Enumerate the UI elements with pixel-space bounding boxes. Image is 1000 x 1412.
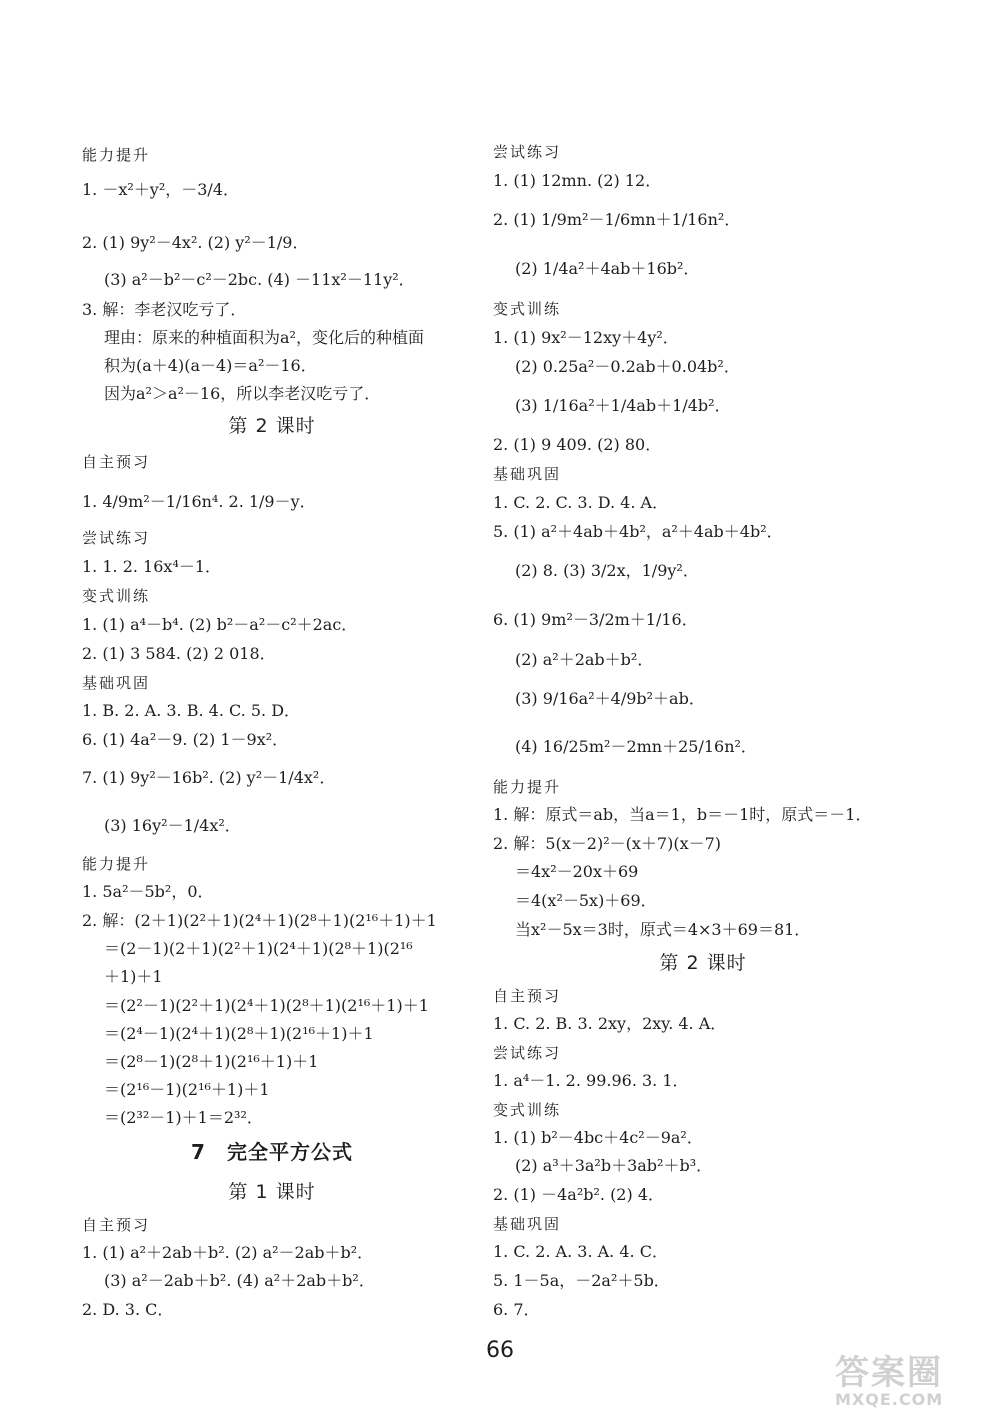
answer-line: (4) 16/25m²－2mn＋25/16n²．: [515, 737, 757, 756]
lesson-heading: 第 2 课时: [659, 952, 747, 974]
answer-line: 6. (1) 9m²－3/2m＋1/16．: [493, 610, 698, 629]
section-heading: 尝试练习: [493, 1044, 562, 1062]
answer-line: 1. 1. 2. 16x⁴－1．: [82, 557, 222, 576]
answer-line: 1. a⁴－1. 2. 99.96. 3. 1．: [493, 1071, 689, 1090]
answer-line: (2) a³＋3a²b＋3ab²＋b³．: [515, 1156, 713, 1175]
answer-line: 1. (1) 12mn. (2) 12．: [493, 171, 662, 190]
answer-line: 2. D. 3. C．: [82, 1300, 174, 1319]
answer-line: 当x²－5x＝3时，原式＝4×3＋69＝81．: [515, 920, 811, 939]
answer-line: 1. (1) 9x²－12xy＋4y²．: [493, 328, 679, 347]
answer-line: 6. 7．: [493, 1300, 540, 1319]
answer-line: (2) 1/4a²＋4ab＋16b²．: [515, 259, 700, 278]
answer-line: 1. C. 2. A. 3. A. 4. C．: [493, 1242, 668, 1261]
lesson-heading: 第 2 课时: [228, 415, 316, 437]
answer-line: 2. (1) 9 409. (2) 80．: [493, 435, 662, 454]
answer-line: 2. (1) 1/9m²－1/6mn＋1/16n²．: [493, 210, 741, 229]
section-heading: 变式训练: [493, 1101, 562, 1119]
answer-line: ＝(2－1)(2＋1)(2²＋1)(2⁴＋1)(2⁸＋1)(2¹⁶: [104, 939, 413, 958]
answer-line: 1. 4/9m²－1/16n⁴. 2. 1/9－y．: [82, 492, 316, 511]
answer-line: 2. 解：(2＋1)(2²＋1)(2⁴＋1)(2⁸＋1)(2¹⁶＋1)＋1: [82, 911, 437, 930]
answer-line: ＋1)＋1: [104, 967, 163, 986]
answer-line: 理由：原来的种植面积为a²，变化后的种植面: [104, 328, 424, 347]
answer-line: ＝(2⁴－1)(2⁴＋1)(2⁸＋1)(2¹⁶＋1)＋1: [104, 1024, 374, 1043]
answer-line: 2. (1) 9y²－4x². (2) y²－1/9．: [82, 233, 309, 252]
section-heading: 尝试练习: [493, 143, 562, 161]
section-heading: 能力提升: [82, 855, 151, 873]
answer-line: 2. 解：5(x－2)²－(x＋7)(x－7): [493, 834, 722, 853]
answer-line: (3) 16y²－1/4x²．: [104, 816, 241, 835]
answer-line: (2) 0.25a²－0.2ab＋0.04b²．: [515, 357, 740, 376]
section-heading: 自主预习: [493, 987, 562, 1005]
answer-line: ＝(2²－1)(2²＋1)(2⁴＋1)(2⁸＋1)(2¹⁶＋1)＋1: [104, 996, 429, 1015]
answer-line: 6. (1) 4a²－9. (2) 1－9x²．: [82, 730, 289, 749]
section-heading: 变式训练: [493, 300, 562, 318]
answer-line: (2) 8. (3) 3/2x，1/9y²．: [515, 561, 699, 580]
answer-line: 1. C. 2. C. 3. D. 4. A．: [493, 493, 669, 512]
section-heading: 自主预习: [82, 1216, 151, 1234]
answer-line: 1. 5a²－5b²，0．: [82, 882, 214, 901]
lesson-heading: 第 1 课时: [228, 1181, 316, 1203]
section-heading: 能力提升: [82, 146, 151, 164]
answer-line: 7. (1) 9y²－16b². (2) y²－1/4x²．: [82, 768, 336, 787]
answer-line: (3) a²－2ab＋b². (4) a²＋2ab＋b²．: [104, 1271, 375, 1290]
answer-line: ＝4x²－20x＋69: [515, 862, 639, 881]
watermark-url: MXQE.COM: [835, 1390, 944, 1409]
answer-line: ＝(2⁸－1)(2⁸＋1)(2¹⁶＋1)＋1: [104, 1052, 319, 1071]
answer-line: 5. 1－5a，－2a²＋5b．: [493, 1271, 670, 1290]
answer-line: 1. C. 2. B. 3. 2xy，2xy. 4. A．: [493, 1014, 727, 1033]
answer-line: 5. (1) a²＋4ab＋4b²，a²＋4ab＋4b²．: [493, 522, 783, 541]
answer-line: 1. 解：原式＝ab，当a＝1，b＝－1时，原式＝－1．: [493, 805, 872, 824]
section-heading: 自主预习: [82, 453, 151, 471]
answer-line: (3) 1/16a²＋1/4ab＋1/4b²．: [515, 396, 731, 415]
answer-line: 2. (1) 3 584. (2) 2 018．: [82, 644, 276, 663]
answer-line: 因为a²＞a²－16，所以李老汉吃亏了．: [104, 384, 381, 403]
watermark-logo: [835, 1355, 995, 1410]
watermark-title: 答案圈: [835, 1353, 943, 1393]
chapter-heading: 7 完全平方公式: [191, 1140, 353, 1164]
section-heading: 能力提升: [493, 778, 562, 796]
answer-line: (3) a²－b²－c²－2bc. (4) －11x²－11y²．: [104, 270, 415, 289]
section-heading: 尝试练习: [82, 529, 151, 547]
answer-line: 积为(a＋4)(a－4)＝a²－16．: [104, 356, 317, 375]
answer-line: 2. (1) －4a²b². (2) 4．: [493, 1185, 664, 1204]
answer-line: (2) a²＋2ab＋b²．: [515, 650, 654, 669]
answer-line: 1. －x²＋y²，－3/4．: [82, 180, 239, 199]
page-number: 66: [486, 1338, 514, 1363]
answer-line: (3) 9/16a²＋4/9b²＋ab．: [515, 689, 705, 708]
section-heading: 基础巩固: [82, 674, 151, 692]
answer-line: ＝(2³²－1)＋1＝2³²．: [104, 1108, 263, 1127]
answer-line: 1. (1) a²＋2ab＋b². (2) a²－2ab＋b²．: [82, 1243, 374, 1262]
answer-line: 1. (1) a⁴－b⁴. (2) b²－a²－c²＋2ac．: [82, 615, 358, 634]
answer-line: 3. 解：李老汉吃亏了．: [82, 300, 247, 319]
section-heading: 变式训练: [82, 587, 151, 605]
answer-line: ＝4(x²－5x)＋69．: [515, 891, 657, 910]
section-heading: 基础巩固: [493, 1215, 562, 1233]
answer-line: ＝(2¹⁶－1)(2¹⁶＋1)＋1: [104, 1080, 270, 1099]
section-heading: 基础巩固: [493, 465, 562, 483]
answer-line: 1. B. 2. A. 3. B. 4. C. 5. D．: [82, 701, 301, 720]
answer-line: 1. (1) b²－4bc＋4c²－9a²．: [493, 1128, 703, 1147]
